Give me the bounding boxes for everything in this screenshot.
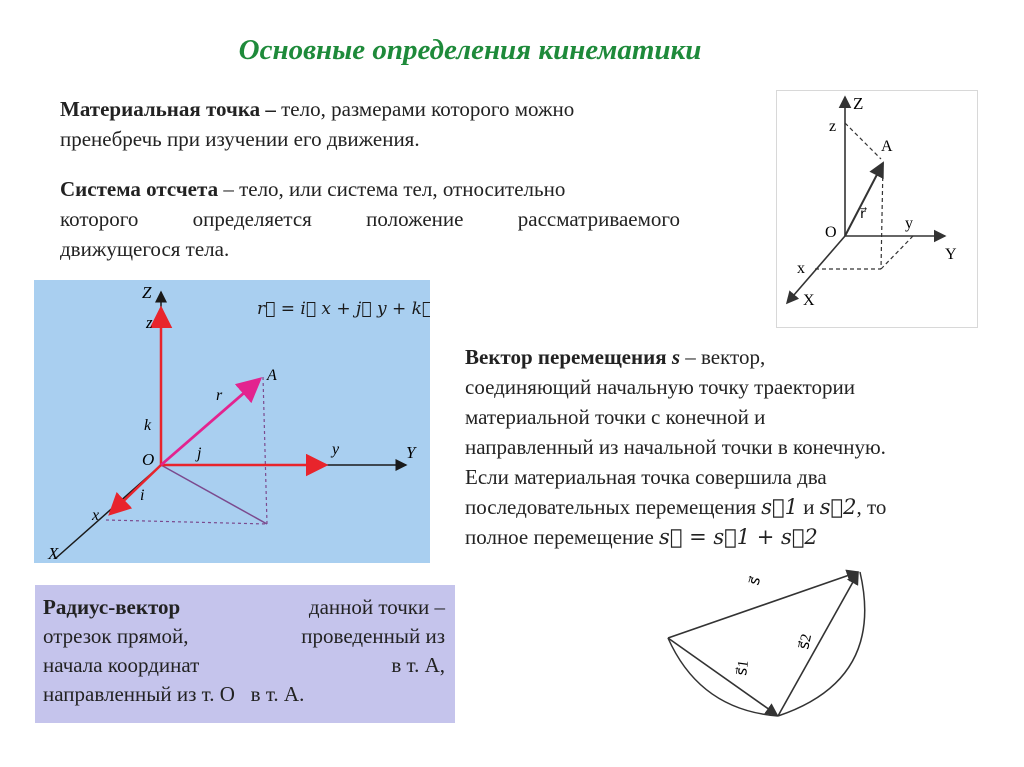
reference-system-line-2 bbox=[60, 204, 680, 234]
displacement-line-6-prefix: последовательных перемещения bbox=[465, 495, 756, 519]
displacement-formula: s⃗ = s⃗1 + s⃗2 bbox=[659, 525, 818, 549]
axes-figure bbox=[777, 91, 977, 327]
vector-s2-line bbox=[778, 573, 858, 716]
reference-system-definition bbox=[60, 174, 680, 264]
blue-dash-x bbox=[106, 520, 267, 524]
blue-label-O: O bbox=[142, 450, 155, 469]
blue-label-r: r⃗ bbox=[216, 387, 235, 404]
displacement-sum-svg bbox=[650, 560, 900, 760]
dash-a-down bbox=[881, 163, 883, 269]
blue-label-x: x bbox=[92, 507, 100, 524]
radius-term: Радиус-вектор bbox=[43, 595, 181, 619]
blue-label-A: A bbox=[267, 367, 277, 384]
radius-text-3b: в т. А, bbox=[391, 653, 445, 677]
blue-label-z: z bbox=[146, 313, 153, 332]
axes-label-Y: Y bbox=[945, 246, 957, 263]
reference-system-text-2: которого определяется положение рассматриваемого bbox=[60, 207, 680, 231]
reference-system-text-3: движущегося тела. bbox=[60, 237, 230, 261]
blue-label-k: k⃗ bbox=[144, 417, 164, 434]
displacement-line-3: материальной точки с конечной и bbox=[465, 405, 766, 429]
displacement-line-5: Если материальная точка совершила два bbox=[465, 465, 827, 489]
displacement-s2: s⃗2 bbox=[819, 495, 857, 519]
radius-text-3a: начала координат bbox=[43, 653, 200, 677]
displacement-line-4: направленный из начальной точки в конечную. bbox=[465, 435, 886, 459]
displacement-line-2: соединяющий начальную точку траектории bbox=[465, 375, 855, 399]
dash-z-a bbox=[845, 123, 881, 159]
blue-label-X: X bbox=[48, 544, 59, 563]
blue-label-i: i⃗ bbox=[140, 487, 157, 504]
axes-label-X: X bbox=[803, 292, 815, 309]
material-point-term: Материальная точка – bbox=[60, 97, 276, 121]
axes-figure-frame bbox=[776, 90, 978, 328]
label-s: s⃗ bbox=[746, 574, 765, 588]
material-point-text-2: пренебречь при изучении его движения. bbox=[60, 127, 420, 151]
displacement-line-6-suffix: , то bbox=[856, 495, 887, 519]
radius-text-4: направленный из т. О в т. А. bbox=[43, 682, 305, 706]
blue-label-j: j⃗ bbox=[197, 445, 214, 462]
radius-vector-definition bbox=[35, 585, 455, 723]
axes-label-Z: Z bbox=[853, 94, 864, 113]
radius-text-1: данной точки – bbox=[308, 595, 445, 619]
axes-label-x: x bbox=[797, 260, 805, 277]
axes-label-z: z bbox=[829, 118, 837, 135]
blue-dash-a bbox=[263, 377, 267, 524]
axes-label-A: A bbox=[881, 138, 893, 155]
radius-vector-figure bbox=[34, 280, 430, 563]
reference-system-text-1: – тело, или система тел, относительно bbox=[218, 177, 566, 201]
arc-s2 bbox=[778, 572, 865, 716]
label-s1: s⃗1 bbox=[734, 659, 753, 677]
material-point-definition bbox=[60, 94, 720, 154]
displacement-line-7-prefix: полное перемещение bbox=[465, 525, 654, 549]
dash-y-proj bbox=[881, 236, 913, 269]
axes-label-O: O bbox=[825, 224, 837, 241]
radius-text-2a: отрезок прямой, bbox=[43, 624, 189, 648]
displacement-text-1: – вектор, bbox=[680, 345, 766, 369]
blue-label-y: y bbox=[332, 441, 340, 458]
displacement-term: Вектор перемещения bbox=[465, 345, 672, 369]
displacement-definition bbox=[465, 342, 1005, 552]
vector-s1-line bbox=[668, 638, 777, 715]
displacement-sum-figure bbox=[650, 560, 900, 760]
page-title: Основные определения кинематики bbox=[238, 34, 702, 66]
radius-formula: r⃗ = i⃗ x + j⃗ y + k⃗ z bbox=[257, 299, 430, 319]
displacement-s1: s⃗1 bbox=[761, 495, 798, 519]
radius-vector-svg bbox=[34, 280, 430, 563]
material-point-text-1: тело, размерами которого можно bbox=[275, 97, 575, 121]
blue-proj-line bbox=[161, 465, 267, 524]
axes-label-y: y bbox=[905, 215, 913, 232]
blue-label-Z: Z bbox=[142, 283, 152, 302]
radius-vector-line bbox=[845, 163, 883, 236]
reference-system-term: Система отсчета bbox=[60, 177, 219, 201]
displacement-symbol: s bbox=[671, 345, 680, 369]
displacement-and: и bbox=[803, 495, 815, 519]
axes-label-r: r⃗ bbox=[860, 207, 866, 222]
blue-label-Y: Y bbox=[406, 443, 416, 462]
label-s2: s⃗2 bbox=[796, 632, 816, 651]
radius-text-2b: проведенный из bbox=[301, 624, 445, 648]
